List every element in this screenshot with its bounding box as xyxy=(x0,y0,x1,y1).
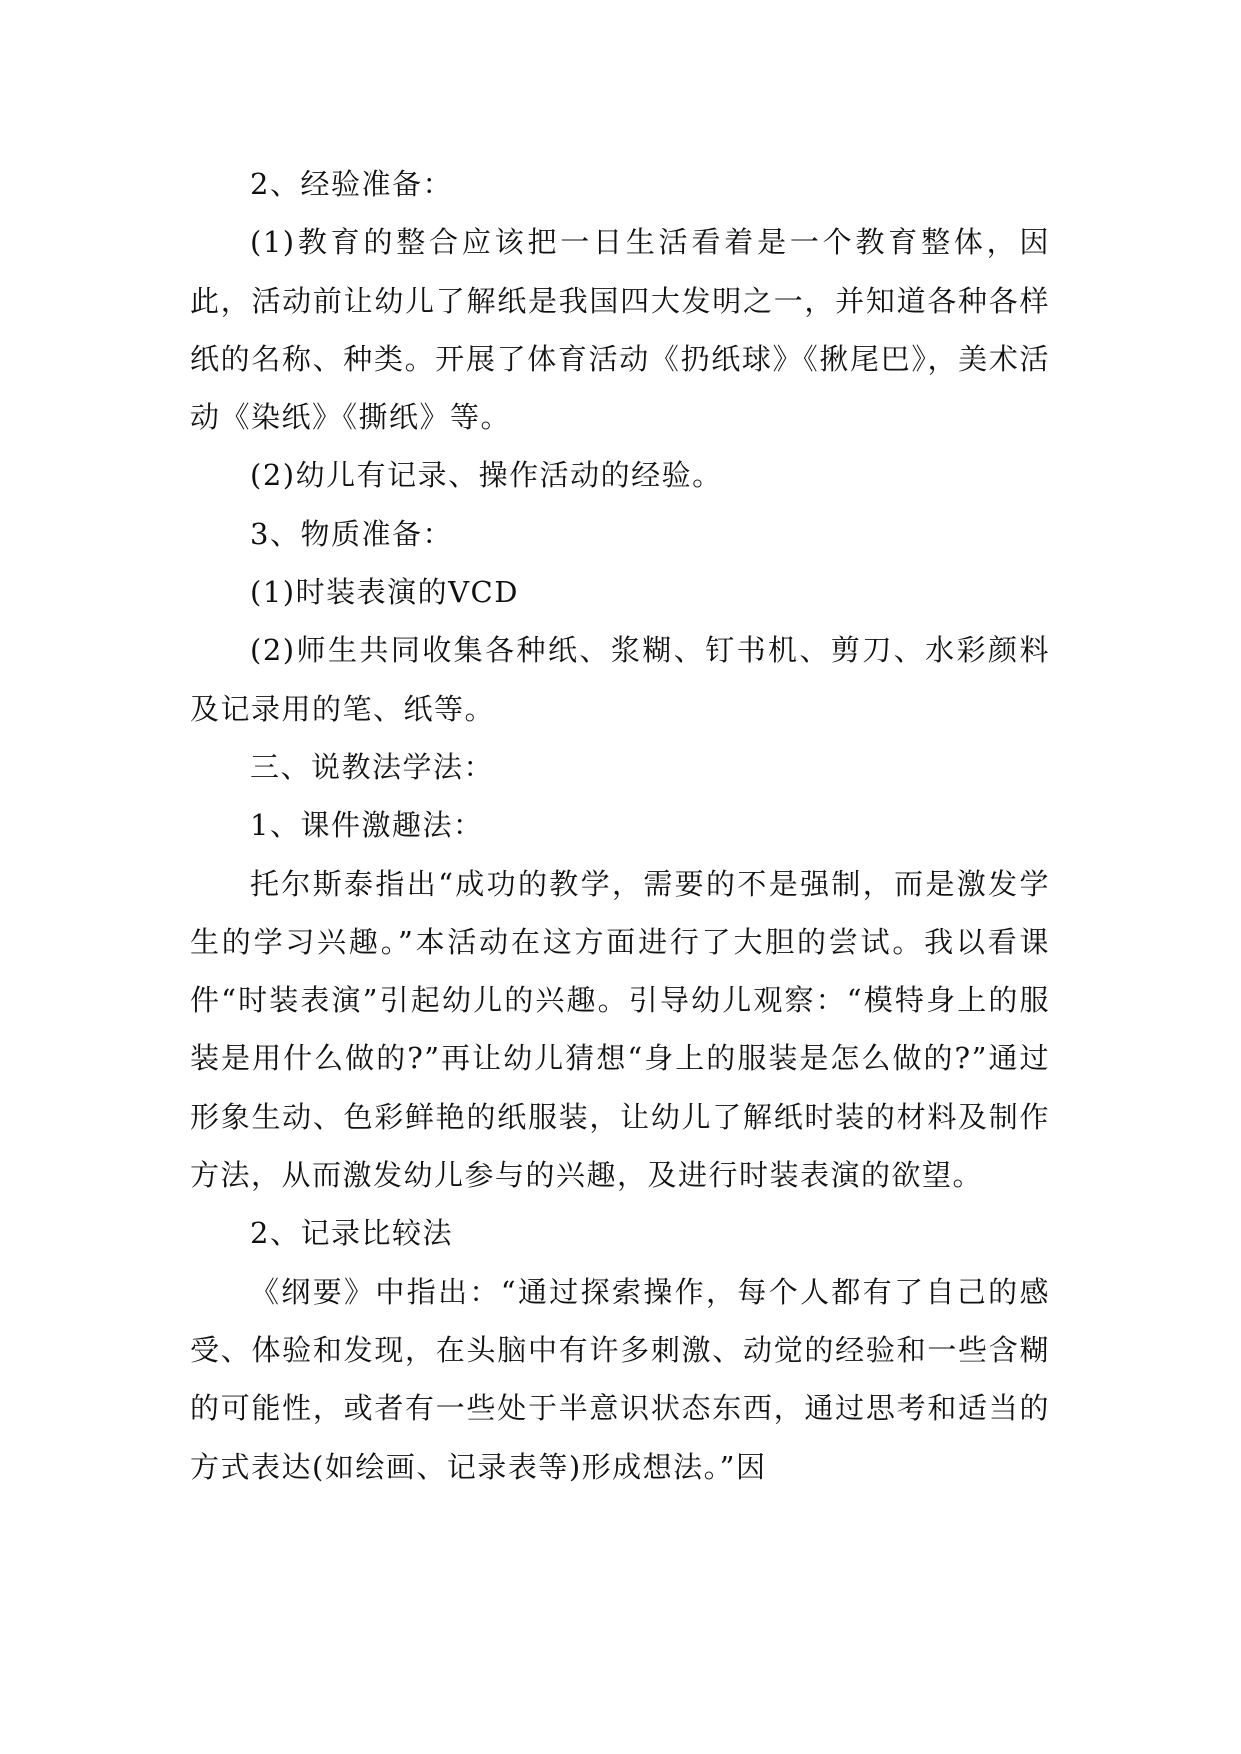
heading-recording-method: 2、记录比较法 xyxy=(250,1216,453,1251)
paragraph-guidelines: 《纲要》中指出：“通过探索操作，每个人都有了自己的感受、体验和发现，在头脑中有许多刺激、动觉的经验和一些含糊的可能性，或者有一些处于半意识状态东西，通过思考和适当的方式表达(如绘画、记录表等)形成想法。”因 xyxy=(190,1274,1050,1484)
paragraph-tolstoy: 托尔斯泰指出“成功的教学，需要的不是强制，而是激发学生的学习兴趣。”本活动在这方面进行了大胆的尝试。我以看课件“时装表演”引起幼儿的兴趣。引导幼儿观察：“模特身上的服装是用什么做的?”再让幼儿猜想“身上的服装是怎么做的?”通过形象生动、色彩鲜艳的纸服装，让幼儿了解纸时装的材料及制作方法，从而激发幼儿参与的兴趣，及进行时装表演的欲望。 xyxy=(190,866,1050,1193)
paragraph-integration: (1)教育的整合应该把一日生活看着是一个教育整体，因此，活动前让幼儿了解纸是我国四大发明之一，并知道各种各样纸的名称、种类。开展了体育活动《扔纸球》《揪尾巴》，美术活动《染纸》《撕纸》等。 xyxy=(190,225,1050,435)
heading-teaching-methods: 三、说教法学法： xyxy=(250,749,495,784)
heading-material-prep: 3、物质准备： xyxy=(250,516,453,551)
heading-courseware-method: 1、课件激趣法： xyxy=(250,808,484,843)
paragraph-vcd: (1)时装表演的VCD xyxy=(250,575,519,610)
paragraph-recording-experience: (2)幼儿有记录、操作活动的经验。 xyxy=(250,458,723,493)
heading-experience-prep: 2、经验准备： xyxy=(250,167,453,201)
paragraph-materials: (2)师生共同收集各种纸、浆糊、钉书机、剪刀、水彩颜料及记录用的笔、纸等。 xyxy=(190,633,1050,726)
document-page xyxy=(190,155,1050,1496)
